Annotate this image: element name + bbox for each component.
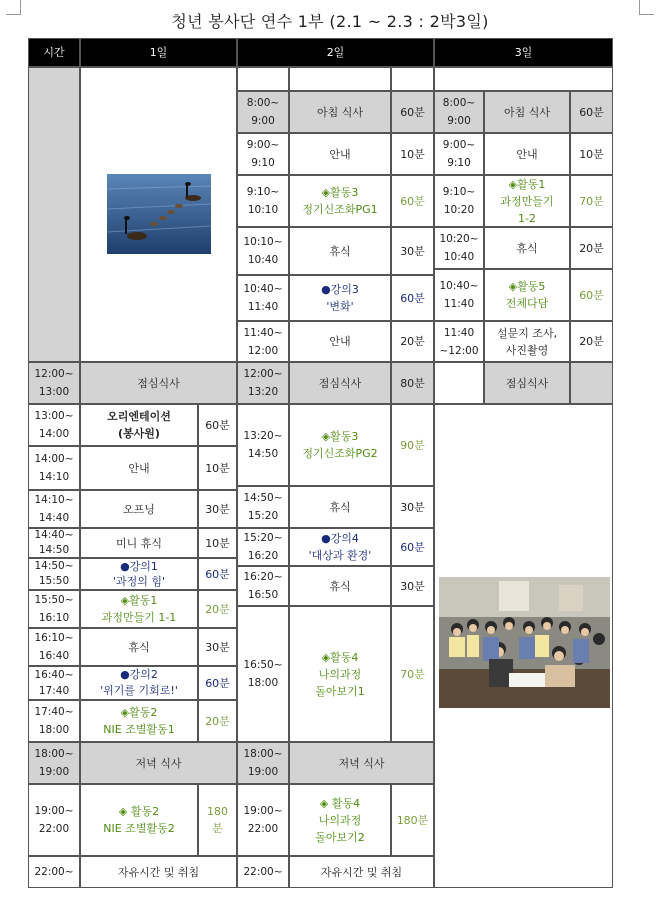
day1-afternoon-time: 14:10~ 14:40 xyxy=(28,490,80,528)
dinner-time-day2: 18:00~ 19:00 xyxy=(237,742,289,784)
day2-morning-time: 10:10~ 10:40 xyxy=(237,227,289,275)
day3-morning-time: 9:10~ 10:20 xyxy=(434,175,484,227)
day2-afternoon-duration: 60분 xyxy=(391,528,434,566)
day2-morning-time: 9:00~ 9:10 xyxy=(237,133,289,175)
day3-morning-activity: 아침 식사 xyxy=(484,91,570,133)
day2-blank-time xyxy=(237,67,289,91)
day1-afternoon-time: 13:00~ 14:00 xyxy=(28,404,80,446)
day1-morning-cell xyxy=(80,67,237,362)
lunch-day3-time-blank xyxy=(434,362,484,404)
night-time-day2: 22:00~ xyxy=(237,856,289,888)
dinner-day2: 저녁 식사 xyxy=(289,742,434,784)
header-day1: 1일 xyxy=(80,38,237,67)
day2-afternoon-duration: 70분 xyxy=(391,606,434,742)
day3-morning-time: 8:00~ 9:00 xyxy=(434,91,484,133)
page-title: 청년 봉사단 연수 1부 (2.1 ~ 2.3 : 2박3일) xyxy=(171,12,489,31)
day2-afternoon-time: 16:20~ 16:50 xyxy=(237,566,289,606)
day2-morning-activity: ◈활동3 정기신조화PG1 xyxy=(289,175,391,227)
header-time: 시간 xyxy=(28,38,80,67)
day3-afternoon-cell xyxy=(434,404,613,888)
lunch-day2: 점심식사 xyxy=(289,362,391,404)
lunch-day2-duration: 80분 xyxy=(391,362,434,404)
day2-morning-duration: 60분 xyxy=(391,175,434,227)
day2-afternoon-activity: ●강의4 '대상과 환경' xyxy=(289,528,391,566)
day3-morning-time: 10:40~ 11:40 xyxy=(434,269,484,321)
day3-morning-time: 10:20~ 10:40 xyxy=(434,227,484,269)
day1-afternoon-time: 16:40~ 17:40 xyxy=(28,666,80,700)
evening-time-day1: 19:00~ 22:00 xyxy=(28,784,80,856)
evening-activity-day1: ◈ 활동2 NIE 조별활동2 xyxy=(80,784,198,856)
day1-afternoon-duration: 30분 xyxy=(198,628,237,666)
day1-afternoon-time: 14:40~ 14:50 xyxy=(28,528,80,558)
day1-afternoon-activity: ◈활동2 NIE 조별활동1 xyxy=(80,700,198,742)
day3-morning-activity: 설문지 조사, 사진촬영 xyxy=(484,321,570,362)
geese-swimming-photo xyxy=(107,174,211,254)
day2-afternoon-duration: 30분 xyxy=(391,566,434,606)
day1-afternoon-activity: ●강의2 '위기를 기회로!' xyxy=(80,666,198,700)
day2-morning-time: 10:40~ 11:40 xyxy=(237,275,289,321)
day2-morning-activity: 안내 xyxy=(289,321,391,362)
day2-afternoon-activity: 휴식 xyxy=(289,486,391,528)
lunch-day3: 점심식사 xyxy=(484,362,570,404)
day3-morning-duration: 60분 xyxy=(570,91,613,133)
day2-afternoon-time: 15:20~ 16:20 xyxy=(237,528,289,566)
header-day2: 2일 xyxy=(237,38,434,67)
day1-afternoon-duration: 60분 xyxy=(198,404,237,446)
day1-afternoon-activity: 휴식 xyxy=(80,628,198,666)
day3-morning-duration: 70분 xyxy=(570,175,613,227)
morning-time-blank xyxy=(28,67,80,362)
day3-morning-activity: 휴식 xyxy=(484,227,570,269)
day2-morning-time: 8:00~ 9:00 xyxy=(237,91,289,133)
day2-morning-duration: 60분 xyxy=(391,91,434,133)
day2-morning-activity: 안내 xyxy=(289,133,391,175)
day1-afternoon-activity: ◈활동1 과정만들기 1-1 xyxy=(80,590,198,628)
day2-afternoon-activity: ◈활동3 정기신조화PG2 xyxy=(289,404,391,486)
day1-afternoon-duration: 60분 xyxy=(198,666,237,700)
evening-time-day2: 19:00~ 22:00 xyxy=(237,784,289,856)
day1-afternoon-duration: 20분 xyxy=(198,700,237,742)
day3-morning-duration: 20분 xyxy=(570,321,613,362)
day1-afternoon-activity: 안내 xyxy=(80,446,198,490)
day2-afternoon-time: 13:20~ 14:50 xyxy=(237,404,289,486)
day3-morning-duration: 20분 xyxy=(570,227,613,269)
day3-morning-time: 9:00~ 9:10 xyxy=(434,133,484,175)
night-time-day1: 22:00~ xyxy=(28,856,80,888)
day2-morning-activity: 휴식 xyxy=(289,227,391,275)
day1-afternoon-duration: 20분 xyxy=(198,590,237,628)
day1-afternoon-duration: 60분 xyxy=(198,558,237,590)
day2-morning-time: 11:40~ 12:00 xyxy=(237,321,289,362)
day3-morning-activity: 안내 xyxy=(484,133,570,175)
day2-morning-duration: 30분 xyxy=(391,227,434,275)
day2-blank-activity xyxy=(289,67,391,91)
day2-afternoon-time: 16:50~ 18:00 xyxy=(237,606,289,742)
day2-morning-activity: 아침 식사 xyxy=(289,91,391,133)
header-day3: 3일 xyxy=(434,38,613,67)
day1-afternoon-time: 17:40~ 18:00 xyxy=(28,700,80,742)
day3-morning-duration: 10분 xyxy=(570,133,613,175)
lunch-day1: 점심식사 xyxy=(80,362,237,404)
day1-afternoon-time: 15:50~ 16:10 xyxy=(28,590,80,628)
day1-afternoon-activity: 오프닝 xyxy=(80,490,198,528)
day2-afternoon-duration: 30분 xyxy=(391,486,434,528)
day1-afternoon-time: 16:10~ 16:40 xyxy=(28,628,80,666)
day1-afternoon-time: 14:00~ 14:10 xyxy=(28,446,80,490)
day3-morning-time: 11:40 ~12:00 xyxy=(434,321,484,362)
day3-blank-row xyxy=(434,67,613,91)
day2-morning-time: 9:10~ 10:10 xyxy=(237,175,289,227)
day2-blank-duration xyxy=(391,67,434,91)
day2-afternoon-time: 14:50~ 15:20 xyxy=(237,486,289,528)
day1-afternoon-duration: 10분 xyxy=(198,446,237,490)
day2-morning-activity: ●강의3 '변화' xyxy=(289,275,391,321)
day1-afternoon-duration: 30분 xyxy=(198,490,237,528)
day2-morning-duration: 20분 xyxy=(391,321,434,362)
lunch-time-day1: 12:00~ 13:00 xyxy=(28,362,80,404)
day2-morning-duration: 10분 xyxy=(391,133,434,175)
day2-afternoon-activity: 휴식 xyxy=(289,566,391,606)
day2-afternoon-duration: 90분 xyxy=(391,404,434,486)
day1-afternoon-activity: ●강의1 '과정의 힘' xyxy=(80,558,198,590)
day3-morning-duration: 60분 xyxy=(570,269,613,321)
lunch-time-day2: 12:00~ 13:20 xyxy=(237,362,289,404)
night-day1: 자유시간 및 취침 xyxy=(80,856,237,888)
day3-morning-activity: ◈활동5 전체다담 xyxy=(484,269,570,321)
night-day2: 자유시간 및 취침 xyxy=(289,856,434,888)
dinner-time-day1: 18:00~ 19:00 xyxy=(28,742,80,784)
day1-afternoon-time: 14:50~ 15:50 xyxy=(28,558,80,590)
lunch-day3-duration-blank xyxy=(570,362,613,404)
day2-afternoon-activity: ◈활동4 나의과정 돌아보기1 xyxy=(289,606,391,742)
dinner-day1: 저녁 식사 xyxy=(80,742,237,784)
group-photo xyxy=(439,577,610,708)
day1-afternoon-activity: 미니 휴식 xyxy=(80,528,198,558)
day1-afternoon-duration: 10분 xyxy=(198,528,237,558)
evening-activity-day2: ◈ 활동4 나의과정 돌아보기2 xyxy=(289,784,391,856)
day3-morning-activity: ◈활동1 과정만들기 1-2 xyxy=(484,175,570,227)
day2-morning-duration: 60분 xyxy=(391,275,434,321)
evening-duration-day1: 180 분 xyxy=(198,784,237,856)
day1-afternoon-activity: 오리엔테이션 (봉사원) xyxy=(80,404,198,446)
evening-duration-day2: 180분 xyxy=(391,784,434,856)
